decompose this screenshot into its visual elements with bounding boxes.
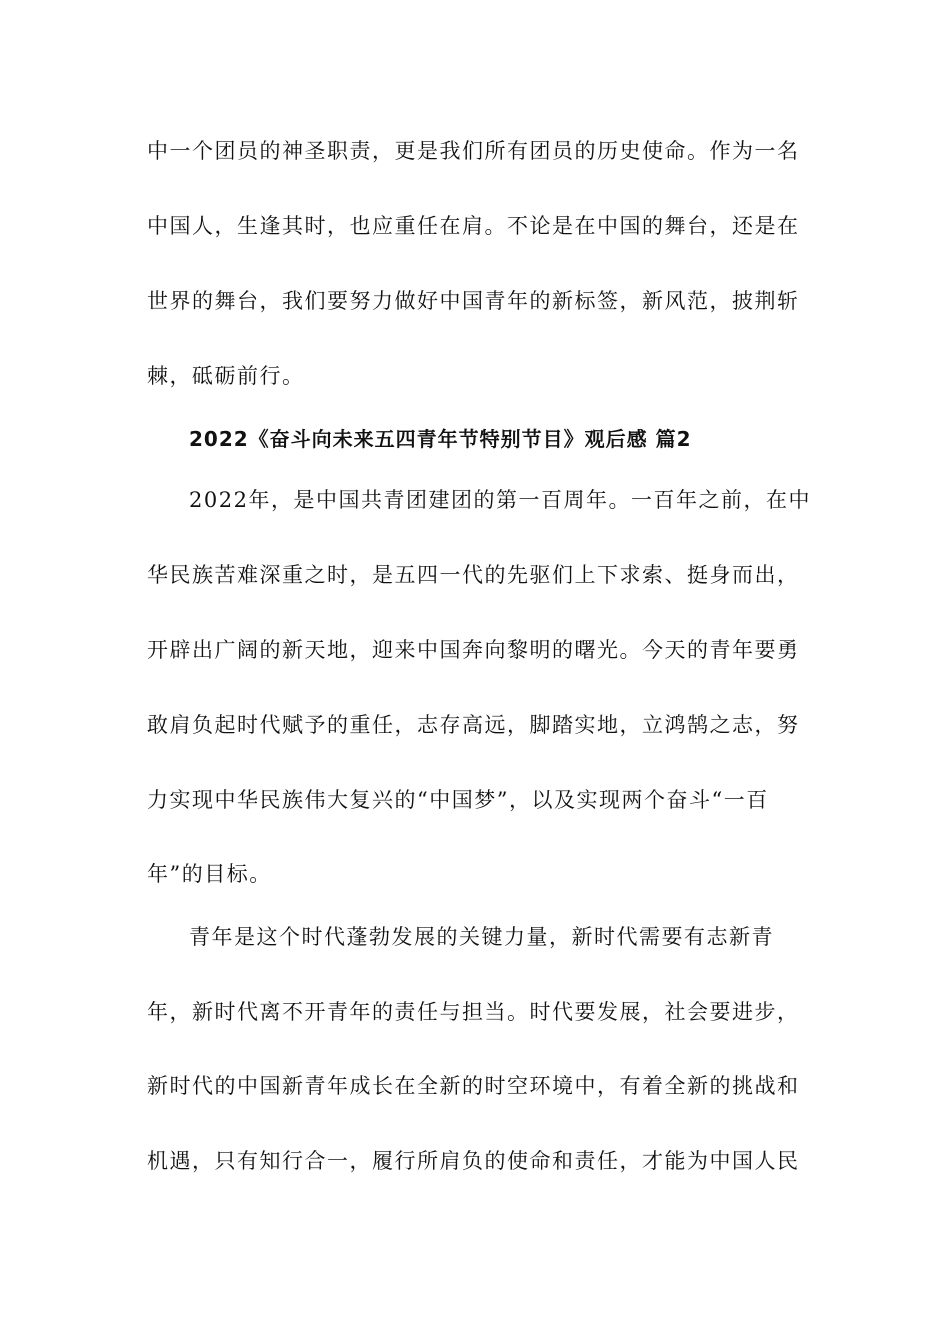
paragraph-line: 开辟出广阔的新天地，迎来中国奔向黎明的曙光。今天的青年要勇 <box>147 638 800 662</box>
paragraph-line: 敢肩负起时代赋予的重任，志存高远，脚踏实地，立鸿鹄之志，努 <box>147 713 800 737</box>
paragraph-line: 力实现中华民族伟大复兴的“中国梦”，以及实现两个奋斗“一百 <box>147 788 769 812</box>
paragraph-line: 年”的目标。 <box>147 862 272 886</box>
section-heading: 2022《奋斗向未来五四青年节特别节目》观后感 篇2 <box>189 427 692 451</box>
paragraph-line: 机遇，只有知行合一，履行所肩负的使命和责任，才能为中国人民 <box>147 1149 800 1173</box>
paragraph-line: 年，新时代离不开青年的责任与担当。时代要发展，社会要进步， <box>147 1000 800 1024</box>
paragraph-line: 2022年，是中国共青团建团的第一百周年。一百年之前，在中 <box>189 488 811 512</box>
paragraph-line: 中一个团员的神圣职责，更是我们所有团员的历史使命。作为一名 <box>147 139 800 163</box>
paragraph-line: 世界的舞台，我们要努力做好中国青年的新标签，新风范，披荆斩 <box>147 289 800 313</box>
paragraph-line: 青年是这个时代蓬勃发展的关键力量，新时代需要有志新青 <box>189 925 774 949</box>
paragraph-line: 中国人，生逢其时，也应重任在肩。不论是在中国的舞台，还是在 <box>147 214 800 238</box>
paragraph-line: 华民族苦难深重之时，是五四一代的先驱们上下求索、挺身而出， <box>147 563 800 587</box>
paragraph-line: 棘，砥砺前行。 <box>147 364 305 388</box>
paragraph-line: 新时代的中国新青年成长在全新的时空环境中，有着全新的挑战和 <box>147 1074 800 1098</box>
